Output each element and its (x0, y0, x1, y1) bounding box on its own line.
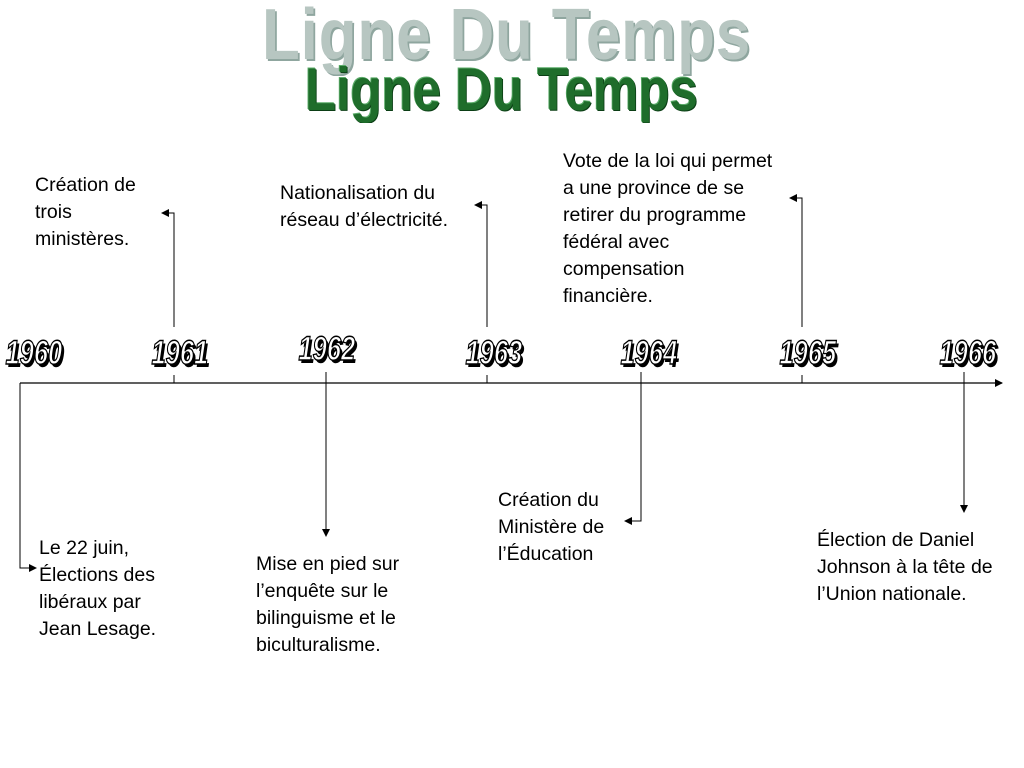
event-1964: Création du Ministère de l’Éducation (498, 489, 605, 565)
year-1965: 1965 (779, 334, 837, 372)
title-shadow: Ligne Du Temps (262, 0, 752, 75)
connector-1960 (20, 383, 36, 568)
event-1960: Le 22 juin, Élections des libéraux par Jean Lesage. (39, 537, 157, 640)
event-1961: Création de trois ministères. (35, 174, 136, 250)
year-1960: 1960 (5, 334, 63, 372)
year-1963: 1963 (465, 334, 523, 372)
year-1964: 1964 (620, 334, 678, 372)
event-1965: Vote de la loi qui permet a une province de se retirer du programme fédéral avec compensation financière. (563, 150, 773, 307)
year-1962: 1962 (298, 330, 356, 368)
event-1963: Nationalisation du réseau d’électricité. (280, 182, 448, 231)
event-1966: Élection de Daniel Johnson à la tête de l’Union nationale. (817, 529, 993, 605)
event-1962: Mise en pied sur l’enquête sur le bilinguisme et le biculturalisme. (256, 553, 400, 656)
page-title: Ligne Du Temps (305, 56, 698, 123)
year-1966: 1966 (939, 334, 997, 372)
year-1961: 1961 (151, 334, 209, 372)
